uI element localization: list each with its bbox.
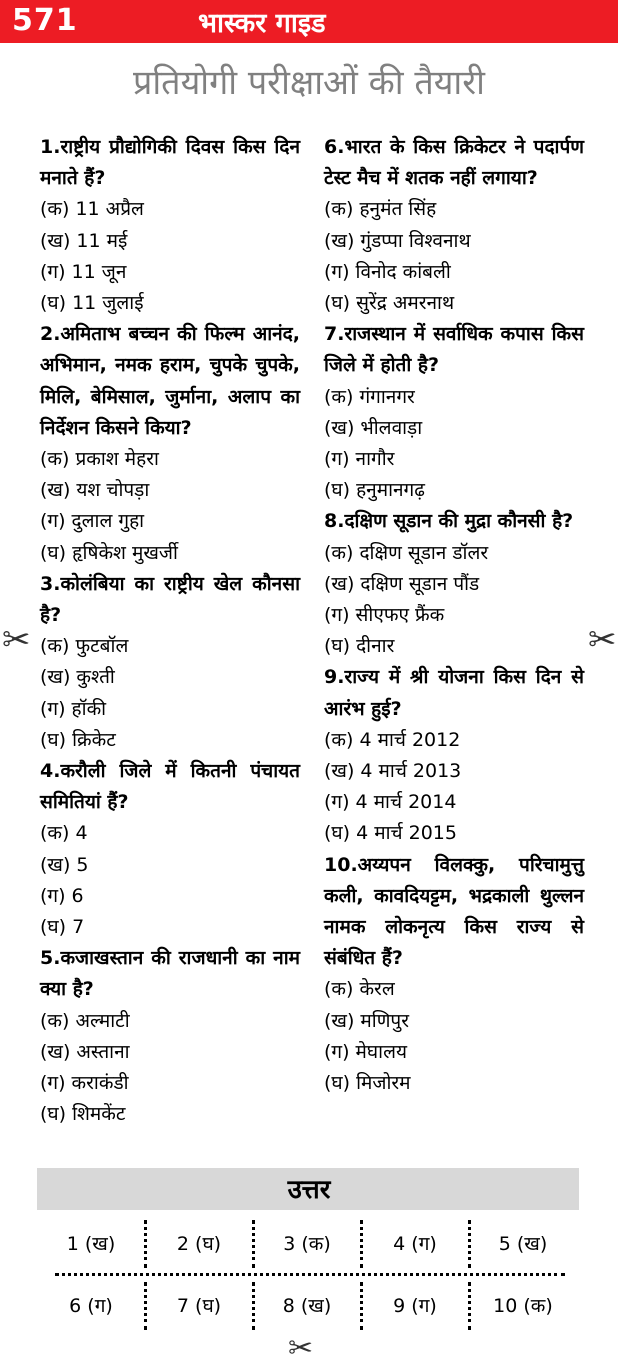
question-text: 9.राज्य में श्री योजना किस दिन से आरंभ हुई? <box>324 666 584 720</box>
answer-column-divider <box>468 1220 471 1268</box>
answer-option: (घ) मिजोरम <box>324 1072 411 1095</box>
answer-option: (ख) गुंडप्पा विश्वनाथ <box>324 229 471 252</box>
answer-option: (ख) कुश्ती <box>40 666 115 689</box>
question-text: 10.अय्यपन विलक्कु, परिचामुत्तु कली, कावदियट्टम, भद्रकाली थुल्लन नामक लोकनृत्य किस राज्य से संबंधित हैं? <box>324 853 584 970</box>
answer-option: (क) 11 अप्रैल <box>40 198 144 221</box>
question-text: 4.करौली जिले में कितनी पंचायत समितियां हैं? <box>40 760 300 814</box>
answer-item: 1 (ख) <box>66 1233 116 1255</box>
answer-option: (घ) दीनार <box>324 635 395 658</box>
answer-item: 4 (ग) <box>393 1233 437 1255</box>
answer-option: (क) 4 <box>40 822 88 845</box>
answer-option: (घ) सुरेंद्र अमरनाथ <box>324 292 455 315</box>
answer-option: (ख) 5 <box>40 853 89 876</box>
answer-item: 9 (ग) <box>393 1295 437 1317</box>
answer-column-divider <box>360 1282 363 1330</box>
answer-option: (घ) 11 जुलाई <box>40 292 144 315</box>
page-title: प्रतियोगी परीक्षाओं की तैयारी <box>133 63 485 103</box>
answers-title: उत्तर <box>287 1175 331 1205</box>
answer-item: 8 (ख) <box>282 1295 332 1317</box>
question-column-right <box>324 132 584 1099</box>
question-text: 7.राजस्थान में सर्वाधिक कपास किस जिले में होती है? <box>324 323 584 377</box>
answer-option: (ग) हॉकी <box>40 697 107 720</box>
question-column-left <box>40 132 300 1131</box>
answer-option: (घ) हनुमानगढ़ <box>324 479 425 502</box>
answer-option: (घ) शिमकेंट <box>40 1103 126 1126</box>
question-text: 2.अमिताभ बच्चन की फिल्म आनंद, अभिमान, नमक हराम, चुपके चुपके, मिलि, बेमिसाल, जुर्माना, अलाप का निर्देशन किसने किया? <box>40 323 300 439</box>
answer-option: (क) केरल <box>324 978 395 1001</box>
scissors-icon: ✂ <box>588 620 617 660</box>
answer-option: (क) प्रकाश मेहरा <box>40 448 159 471</box>
scissors-icon: ✂ <box>2 620 31 660</box>
answer-option: (घ) 7 <box>40 916 85 939</box>
answer-option: (ख) 11 मई <box>40 229 128 252</box>
answer-item: 6 (ग) <box>69 1295 113 1317</box>
answer-option: (घ) हृषिकेश मुखर्जी <box>40 541 178 564</box>
answer-option: (ग) कराकंडी <box>40 1072 129 1095</box>
answer-item: 2 (घ) <box>176 1233 222 1255</box>
answer-option: (ख) अस्ताना <box>40 1040 130 1063</box>
answer-option: (क) दक्षिण सूडान डॉलर <box>324 541 489 564</box>
answer-column-divider <box>360 1220 363 1268</box>
answer-option: (ख) दक्षिण सूडान पौंड <box>324 572 480 595</box>
answer-option: (ग) मेघालय <box>324 1040 407 1063</box>
answer-option: (क) फुटबॉल <box>40 635 129 658</box>
answer-item: 10 (क) <box>493 1295 553 1317</box>
answer-option: (घ) क्रिकेट <box>40 728 116 751</box>
question-text: 8.दक्षिण सूडान की मुद्रा कौनसी है? <box>324 510 574 533</box>
answer-option: (ग) सीएफए फ्रैंक <box>324 604 445 627</box>
answer-option: (ख) यश चोपड़ा <box>40 479 150 502</box>
answer-option: (ग) 11 जून <box>40 260 127 283</box>
answers-row-divider <box>55 1273 565 1276</box>
answer-option: (क) अल्माटी <box>40 1009 130 1032</box>
answer-column-divider <box>468 1282 471 1330</box>
answer-column-divider <box>252 1282 255 1330</box>
question-text: 6.भारत के किस क्रिकेटर ने पदार्पण टेस्ट मैच में शतक नहीं लगाया? <box>324 136 584 190</box>
answer-option: (क) हनुमंत सिंह <box>324 198 437 221</box>
answer-option: (ग) 4 मार्च 2014 <box>324 791 457 814</box>
answer-option: (क) 4 मार्च 2012 <box>324 728 461 751</box>
question-text: 1.राष्ट्रीय प्रौद्योगिकी दिवस किस दिन मनाते हैं? <box>40 136 300 190</box>
answer-option: (ग) 6 <box>40 884 84 907</box>
answer-option: (ख) मणिपुर <box>324 1009 409 1032</box>
answer-option: (क) गंगानगर <box>324 385 415 408</box>
question-text: 3.कोलंबिया का राष्ट्रीय खेल कौनसा है? <box>40 572 300 627</box>
page-number: 571 <box>12 3 78 38</box>
answer-option: (ख) भीलवाड़ा <box>324 416 423 439</box>
answer-item: 3 (क) <box>283 1233 331 1255</box>
answer-column-divider <box>252 1220 255 1268</box>
answer-option: (ग) नागौर <box>324 448 395 471</box>
answer-item: 5 (ख) <box>498 1233 548 1255</box>
answer-option: (ग) विनोद कांबली <box>324 260 451 283</box>
section-brand: भास्कर गाइड <box>198 8 326 39</box>
question-text: 5.कजाखस्तान की राजधानी का नाम क्या है? <box>40 947 300 1001</box>
scissors-icon: ✂ <box>288 1331 314 1366</box>
answers-grid <box>37 1215 579 1335</box>
header-bar <box>0 0 618 43</box>
answer-option: (ग) दुलाल गुहा <box>40 510 145 533</box>
answer-column-divider <box>144 1220 147 1268</box>
answer-option: (ख) 4 मार्च 2013 <box>324 760 462 783</box>
answer-item: 7 (घ) <box>176 1295 222 1317</box>
answer-column-divider <box>144 1282 147 1330</box>
answer-option: (घ) 4 मार्च 2015 <box>324 822 457 845</box>
